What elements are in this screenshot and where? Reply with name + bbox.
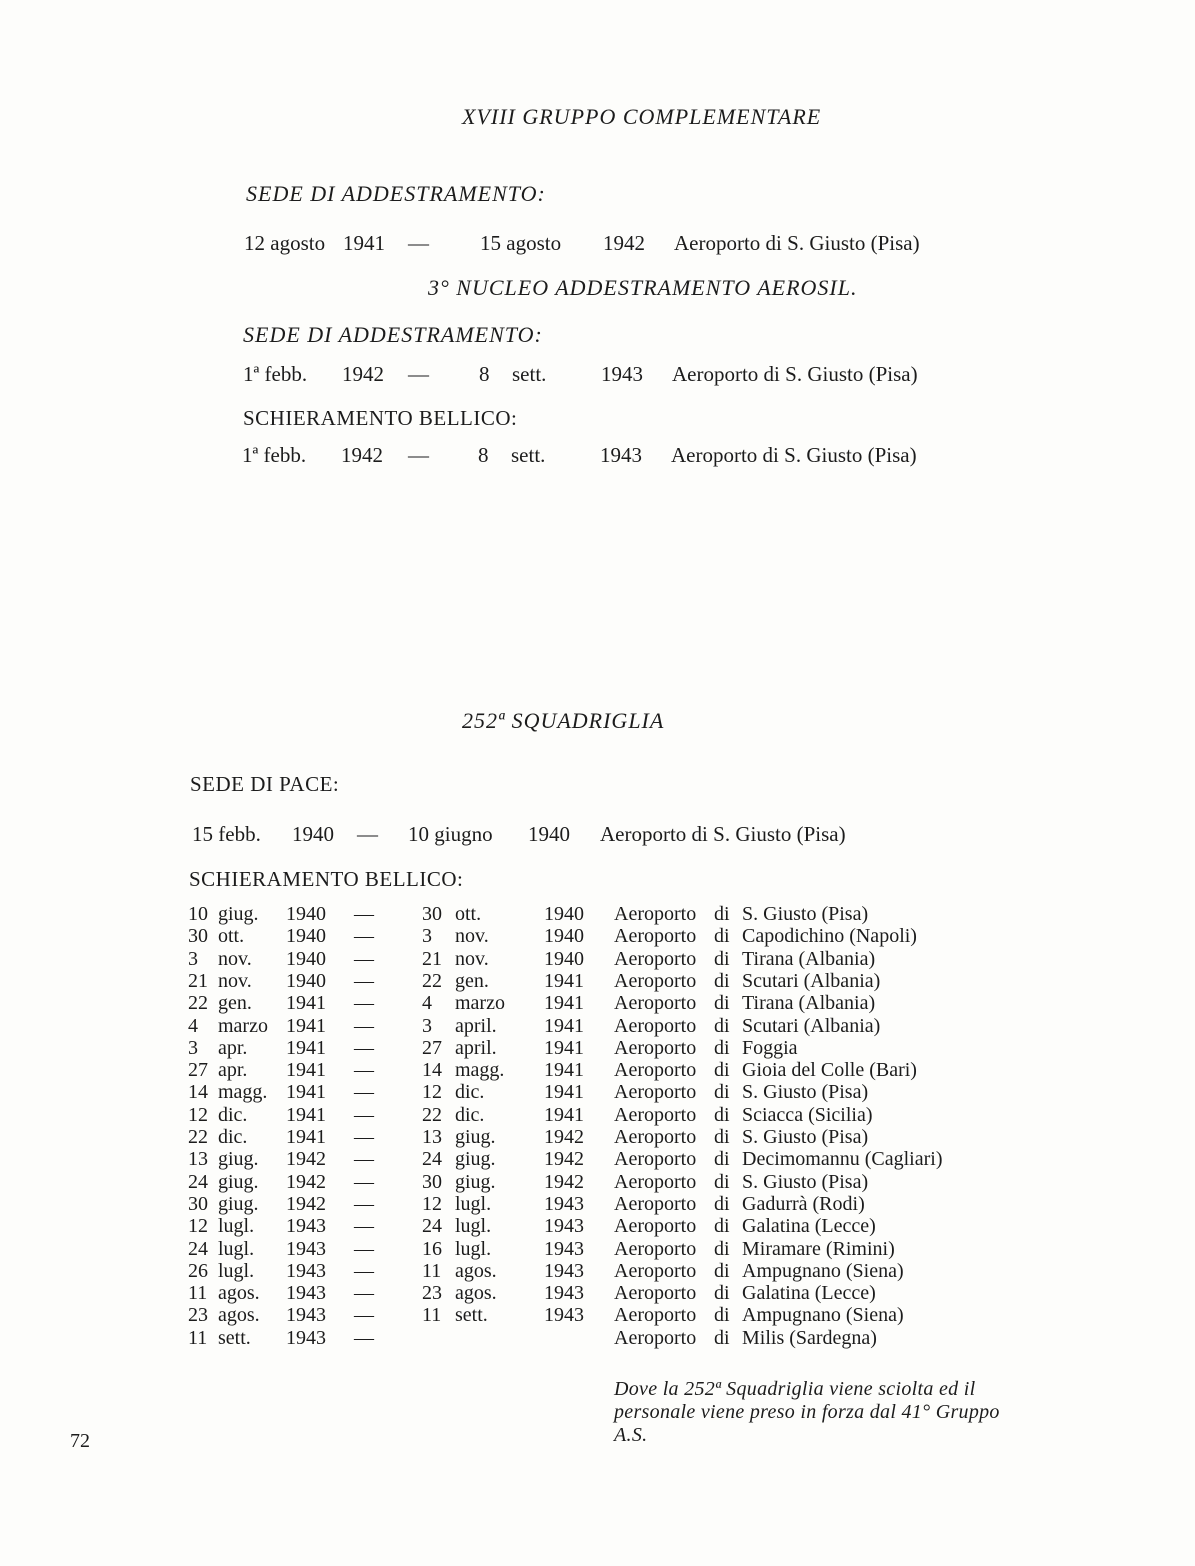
to-day: 30: [422, 903, 442, 925]
from-year: 1942: [341, 443, 383, 467]
to-month: lugl.: [455, 1192, 492, 1215]
to-year: 1941: [544, 969, 584, 992]
airport-word: Aeroporto: [614, 1259, 697, 1282]
from-day: 22: [188, 1126, 208, 1148]
from-year: 1940: [286, 925, 326, 948]
to-year: 1940: [544, 903, 584, 925]
to-day: 12: [422, 1192, 442, 1215]
to-year: 1941: [544, 1014, 584, 1037]
dash: —: [354, 992, 374, 1015]
from-day: 10: [188, 903, 208, 925]
to-day: 22: [422, 969, 442, 992]
from-year: 1942: [286, 1192, 326, 1215]
dash: —: [354, 1326, 374, 1349]
to-month: ott.: [455, 903, 482, 925]
to-month: magg.: [455, 1059, 505, 1082]
dash: —: [354, 925, 374, 948]
di-word: di: [714, 1126, 730, 1148]
from-year: 1941: [286, 1059, 326, 1082]
airport-word: Aeroporto: [614, 903, 697, 925]
airport-word: Aeroporto: [614, 1059, 697, 1082]
di-word: di: [714, 1259, 730, 1282]
from-day: 4: [188, 1014, 198, 1037]
from-month: lugl.: [218, 1237, 255, 1260]
location: Sciacca (Sicilia): [742, 1103, 873, 1126]
di-word: di: [714, 1014, 730, 1037]
from-day: 30: [188, 925, 208, 948]
from-month: apr.: [218, 1036, 248, 1059]
to-year: 1943: [600, 443, 642, 467]
to-month: lugl.: [455, 1237, 492, 1260]
location: S. Giusto (Pisa): [742, 903, 869, 925]
from-year: 1940: [292, 822, 334, 846]
airport-word: Aeroporto: [614, 1081, 697, 1104]
to-year: 1943: [544, 1259, 584, 1282]
to-year: 1940: [528, 822, 570, 846]
place: Aeroporto di S. Giusto (Pisa): [674, 231, 920, 255]
to-day: 4: [422, 992, 432, 1015]
di-word: di: [714, 1148, 730, 1171]
dash: —: [354, 1259, 374, 1282]
to-year: 1942: [544, 1126, 584, 1148]
page-number: 72: [70, 1430, 90, 1452]
dash: —: [354, 1282, 374, 1305]
to-year: 1943: [601, 362, 643, 386]
table-row: [0, 1126, 1195, 1148]
from-month: dic.: [218, 1126, 248, 1148]
to-month: agos.: [455, 1282, 497, 1305]
airport-word: Aeroporto: [614, 1148, 697, 1171]
from-day: 13: [188, 1148, 208, 1171]
from-month: giug.: [218, 1192, 259, 1215]
to-month: sett.: [511, 443, 546, 467]
di-word: di: [714, 925, 730, 948]
airport-word: Aeroporto: [614, 969, 697, 992]
table-row: [0, 1193, 1195, 1215]
to-day: 12: [422, 1081, 442, 1104]
di-word: di: [714, 969, 730, 992]
from-year: 1943: [286, 1304, 326, 1327]
to-month: nov.: [455, 947, 489, 970]
table-row: [0, 903, 1195, 925]
note-line: A.S.: [614, 1424, 648, 1446]
airport-word: Aeroporto: [614, 1282, 697, 1305]
to-year: 1941: [544, 1081, 584, 1104]
di-word: di: [714, 1304, 730, 1327]
location: Capodichino (Napoli): [742, 925, 917, 948]
airport-word: Aeroporto: [614, 1192, 697, 1215]
table-row: [0, 1148, 1195, 1170]
from-month: marzo: [218, 1014, 268, 1037]
from-month: magg.: [218, 1081, 268, 1104]
di-word: di: [714, 1326, 730, 1349]
location: S. Giusto (Pisa): [742, 1126, 869, 1148]
airport-word: Aeroporto: [614, 947, 697, 970]
location: Ampugnano (Siena): [742, 1259, 904, 1282]
to-day: 30: [422, 1170, 442, 1193]
from-year: 1940: [286, 903, 326, 925]
place: Aeroporto di S. Giusto (Pisa): [600, 822, 846, 846]
to-year: 1942: [603, 231, 645, 255]
location: Ampugnano (Siena): [742, 1304, 904, 1327]
closing-note: [614, 1378, 1054, 1447]
location: Gioia del Colle (Bari): [742, 1059, 917, 1082]
from-day: 23: [188, 1304, 208, 1327]
to-day: 24: [422, 1215, 442, 1238]
to-month: april.: [455, 1014, 497, 1037]
from-day: 11: [188, 1326, 208, 1349]
dash: —: [354, 1081, 374, 1104]
note-line: personale viene preso in forza dal 41° Gruppo: [614, 1401, 1000, 1423]
to-day: 23: [422, 1282, 442, 1305]
section2-sede-label: SEDE DI ADDESTRAMENTO:: [243, 322, 543, 347]
dash: —: [354, 969, 374, 992]
table-row: [0, 992, 1195, 1014]
di-word: di: [714, 1237, 730, 1260]
di-word: di: [714, 992, 730, 1015]
airport-word: Aeroporto: [614, 1014, 697, 1037]
table-row: [0, 1037, 1195, 1059]
table-row: [0, 1171, 1195, 1193]
di-word: di: [714, 1036, 730, 1059]
dash: —: [354, 1237, 374, 1260]
to-month: marzo: [455, 992, 505, 1015]
table-row: [0, 1215, 1195, 1237]
di-word: di: [714, 1081, 730, 1104]
table-row: [0, 1238, 1195, 1260]
from-date: 15 febb.: [192, 822, 261, 846]
from-day: 22: [188, 992, 208, 1015]
to-day: 22: [422, 1103, 442, 1126]
to-month: dic.: [455, 1103, 485, 1126]
dash: —: [354, 1014, 374, 1037]
from-day: 11: [188, 1282, 208, 1305]
from-day: 24: [188, 1170, 208, 1193]
location: S. Giusto (Pisa): [742, 1081, 869, 1104]
to-date: 10 giugno: [408, 822, 493, 846]
to-year: 1942: [544, 1148, 584, 1171]
to-month: giug.: [455, 1170, 496, 1193]
to-year: 1943: [544, 1192, 584, 1215]
section2-schieramento-label: SCHIERAMENTO BELLICO:: [243, 406, 518, 430]
from-year: 1941: [343, 231, 385, 255]
table-row: [0, 1059, 1195, 1081]
di-word: di: [714, 1059, 730, 1082]
location: Milis (Sardegna): [742, 1326, 877, 1349]
table-row: [0, 1304, 1195, 1326]
to-year: 1943: [544, 1237, 584, 1260]
airport-word: Aeroporto: [614, 1103, 697, 1126]
to-month: april.: [455, 1036, 497, 1059]
from-day: 12: [188, 1103, 208, 1126]
location: Tirana (Albania): [742, 992, 876, 1015]
from-month: sett.: [218, 1326, 251, 1349]
from-year: 1941: [286, 1014, 326, 1037]
to-day: 8: [478, 443, 489, 467]
from-month: gen.: [218, 992, 252, 1015]
location: S. Giusto (Pisa): [742, 1170, 869, 1193]
from-year: 1940: [286, 969, 326, 992]
dash: —: [408, 443, 429, 467]
table-row: [0, 1081, 1195, 1103]
to-day: 14: [422, 1059, 442, 1082]
airport-word: Aeroporto: [614, 1215, 697, 1238]
airport-word: Aeroporto: [614, 992, 697, 1015]
from-month: giug.: [218, 903, 259, 925]
to-month: lugl.: [455, 1215, 492, 1238]
from-date: 12 agosto: [244, 231, 326, 255]
to-month: giug.: [455, 1148, 496, 1171]
location: Tirana (Albania): [742, 947, 876, 970]
di-word: di: [714, 903, 730, 925]
place: Aeroporto di S. Giusto (Pisa): [671, 443, 917, 467]
section3-schieramento-label: SCHIERAMENTO BELLICO:: [189, 867, 464, 891]
place: Aeroporto di S. Giusto (Pisa): [672, 362, 918, 386]
to-month: dic.: [455, 1081, 485, 1104]
location: Miramare (Rimini): [742, 1237, 895, 1260]
section2-title: 3° NUCLEO ADDESTRAMENTO AEROSIL.: [428, 275, 858, 300]
airport-word: Aeroporto: [614, 1126, 697, 1148]
to-day: 8: [479, 362, 490, 386]
from-year: 1943: [286, 1326, 326, 1349]
airport-word: Aeroporto: [614, 1036, 697, 1059]
note-line: Dove la 252ª Squadriglia viene sciolta ed il: [614, 1378, 976, 1400]
table-row: [0, 1104, 1195, 1126]
from-day: 30: [188, 1192, 208, 1215]
to-year: 1941: [544, 992, 584, 1015]
di-word: di: [714, 1170, 730, 1193]
location: Decimomannu (Cagliari): [742, 1148, 943, 1171]
di-word: di: [714, 1215, 730, 1238]
dash: —: [354, 1192, 374, 1215]
dash: —: [354, 947, 374, 970]
from-date: 1ª febb.: [242, 443, 307, 467]
from-year: 1942: [286, 1170, 326, 1193]
from-year: 1942: [342, 362, 384, 386]
airport-word: Aeroporto: [614, 1237, 697, 1260]
section3-pace-label: SEDE DI PACE:: [190, 772, 340, 796]
di-word: di: [714, 1103, 730, 1126]
from-month: lugl.: [218, 1215, 255, 1238]
dash: —: [408, 231, 429, 255]
table-row: [0, 1260, 1195, 1282]
from-month: agos.: [218, 1304, 260, 1327]
from-date: 1ª febb.: [243, 362, 308, 386]
di-word: di: [714, 1282, 730, 1305]
from-month: lugl.: [218, 1259, 255, 1282]
to-month: nov.: [455, 925, 489, 948]
di-word: di: [714, 947, 730, 970]
section1-sede-label: SEDE DI ADDESTRAMENTO:: [246, 181, 546, 206]
dash: —: [354, 1215, 374, 1238]
location: Galatina (Lecce): [742, 1282, 876, 1305]
from-month: nov.: [218, 947, 252, 970]
from-year: 1941: [286, 992, 326, 1015]
dash: —: [408, 362, 429, 386]
to-date: 15 agosto: [480, 231, 562, 255]
dash: —: [354, 1103, 374, 1126]
from-year: 1943: [286, 1215, 326, 1238]
from-year: 1941: [286, 1103, 326, 1126]
to-month: gen.: [455, 969, 489, 992]
to-day: 21: [422, 947, 442, 970]
section3-title: 252ª SQUADRIGLIA: [462, 708, 665, 733]
to-month: giug.: [455, 1126, 496, 1148]
to-day: 11: [422, 1259, 442, 1282]
location: Scutari (Albania): [742, 969, 881, 992]
to-year: 1943: [544, 1215, 584, 1238]
table-row: [0, 1282, 1195, 1304]
to-year: 1943: [544, 1304, 584, 1327]
from-month: ott.: [218, 925, 245, 948]
from-day: 26: [188, 1259, 208, 1282]
location: Scutari (Albania): [742, 1014, 881, 1037]
table-row: [0, 1015, 1195, 1037]
table-row: [0, 948, 1195, 970]
to-day: 3: [422, 1014, 432, 1037]
location: Gadurrà (Rodi): [742, 1192, 865, 1215]
to-day: 3: [422, 925, 432, 948]
location: Galatina (Lecce): [742, 1215, 876, 1238]
di-word: di: [714, 1192, 730, 1215]
from-month: giug.: [218, 1148, 259, 1171]
from-year: 1943: [286, 1259, 326, 1282]
airport-word: Aeroporto: [614, 1326, 697, 1349]
dash: —: [354, 903, 374, 925]
from-day: 12: [188, 1215, 208, 1238]
to-year: 1940: [544, 925, 584, 948]
from-year: 1943: [286, 1282, 326, 1305]
airport-word: Aeroporto: [614, 1170, 697, 1193]
to-month: sett.: [455, 1304, 488, 1327]
from-day: 21: [188, 969, 208, 992]
to-day: 24: [422, 1148, 442, 1171]
airport-word: Aeroporto: [614, 925, 697, 948]
from-year: 1941: [286, 1036, 326, 1059]
dash: —: [357, 822, 378, 846]
to-month: sett.: [512, 362, 547, 386]
table-row: [0, 1327, 1195, 1349]
from-day: 3: [188, 947, 198, 970]
from-year: 1943: [286, 1237, 326, 1260]
dash: —: [354, 1059, 374, 1082]
from-day: 27: [188, 1059, 208, 1082]
from-month: apr.: [218, 1059, 248, 1082]
from-day: 24: [188, 1237, 208, 1260]
from-month: dic.: [218, 1103, 248, 1126]
to-month: agos.: [455, 1259, 497, 1282]
from-year: 1942: [286, 1148, 326, 1171]
to-day: 13: [422, 1126, 442, 1148]
to-year: 1940: [544, 947, 584, 970]
table-row: [0, 925, 1195, 947]
from-day: 3: [188, 1036, 198, 1059]
to-year: 1943: [544, 1282, 584, 1305]
location: Foggia: [742, 1036, 798, 1059]
from-year: 1941: [286, 1081, 326, 1104]
table-row: [0, 970, 1195, 992]
from-year: 1940: [286, 947, 326, 970]
from-month: nov.: [218, 969, 252, 992]
dash: —: [354, 1170, 374, 1193]
to-day: 27: [422, 1036, 442, 1059]
from-day: 14: [188, 1081, 208, 1104]
to-day: 11: [422, 1304, 442, 1327]
from-month: agos.: [218, 1282, 260, 1305]
from-year: 1941: [286, 1126, 326, 1148]
to-year: 1941: [544, 1059, 584, 1082]
airport-word: Aeroporto: [614, 1304, 697, 1327]
from-month: giug.: [218, 1170, 259, 1193]
to-day: 16: [422, 1237, 442, 1260]
dash: —: [354, 1036, 374, 1059]
to-year: 1941: [544, 1103, 584, 1126]
dash: —: [354, 1148, 374, 1171]
dash: —: [354, 1304, 374, 1327]
section1-title: XVIII GRUPPO COMPLEMENTARE: [462, 104, 822, 129]
dash: —: [354, 1126, 374, 1148]
to-year: 1941: [544, 1036, 584, 1059]
to-year: 1942: [544, 1170, 584, 1193]
